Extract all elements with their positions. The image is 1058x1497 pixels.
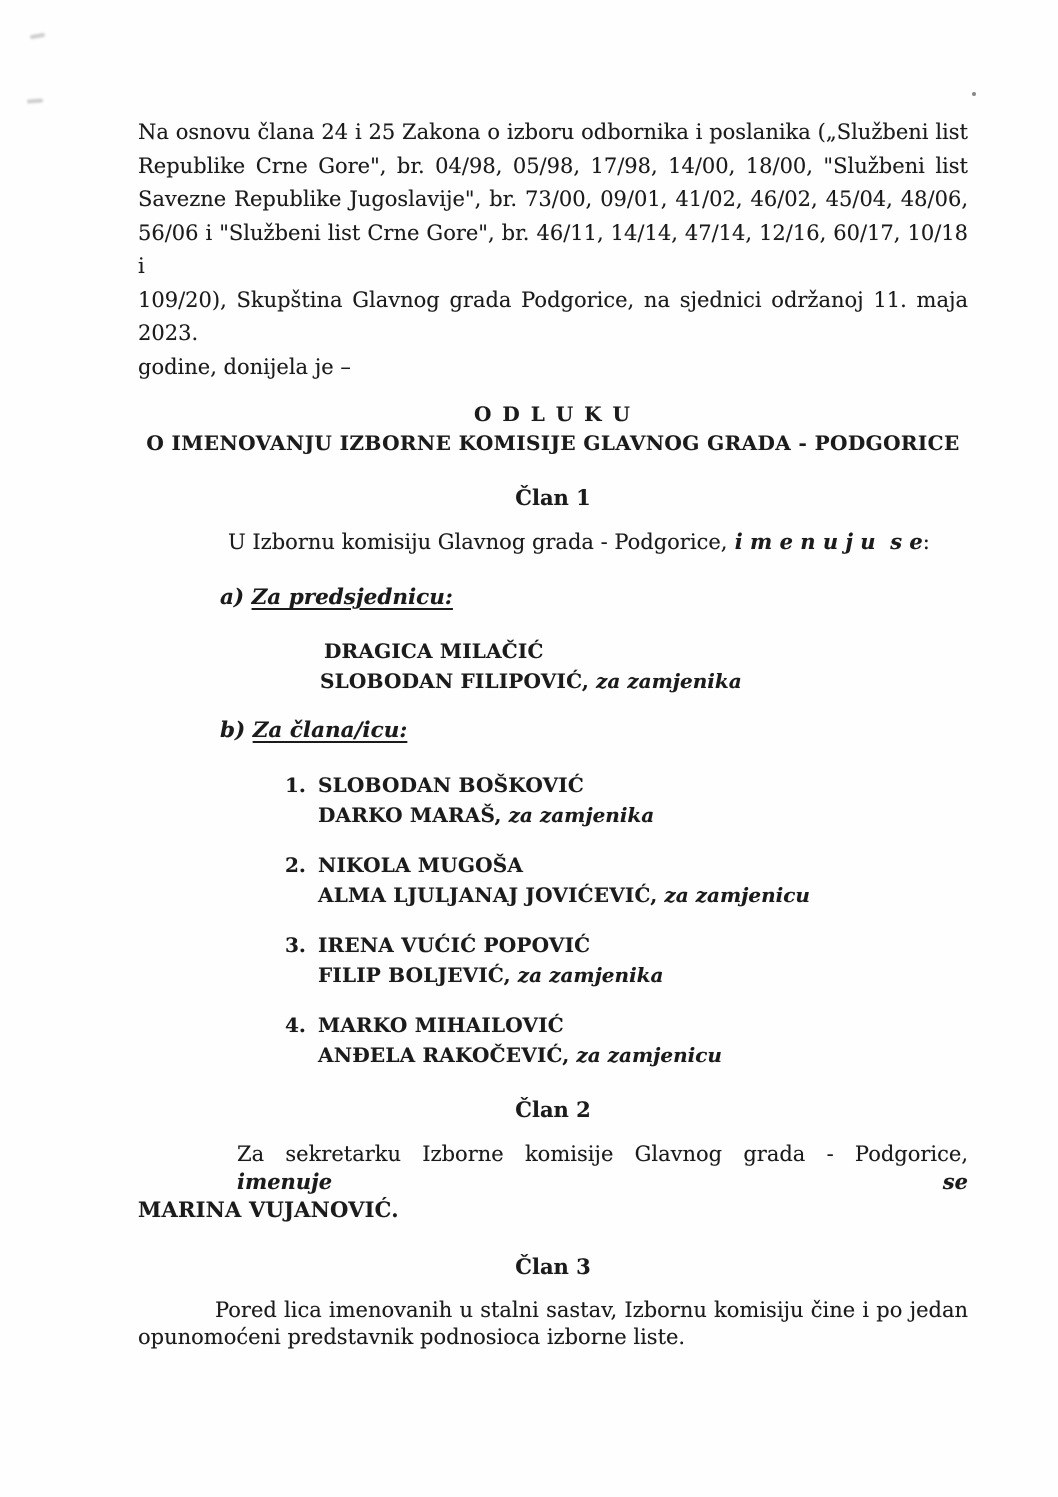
member-name: MARKO MIHAILOVIĆ [318,1013,564,1037]
preamble-line: godine, donijela je – [138,354,351,379]
preamble-line: Savezne Republike Jugoslavije", br. 73/00, 09/01, 41/02, 46/02, 45/04, 48/06, [138,187,968,211]
article-2-heading: Član 2 [515,1097,591,1122]
article-3-line: Pored lica imenovanih u stalni sastav, Izbornu komisiju čine i po jedan [215,1298,968,1322]
scan-artifact-dot [972,92,976,96]
preamble-line: 109/20), Skupština Glavnog grada Podgorice, na sjednici održanoj 11. maja 2023. [138,287,968,345]
preamble-line: Republike Crne Gore", br. 04/98, 05/98, 17/98, 14/00, 18/00, "Službeni list [138,153,968,178]
member-name: NIKOLA MUGOŠA [318,853,524,877]
article-1-intro [138,527,968,557]
member-number: 1. [285,773,306,797]
member-deputy-name: FILIP BOLJEVIĆ, [318,963,511,987]
item-a-line [138,583,968,613]
article-1-intro-emphasis: i m e n u j u s e [727,529,923,554]
article-3-paragraph [138,1297,968,1351]
president-deputy-name: SLOBODAN FILIPOVIĆ, [320,669,590,693]
secretary-name: MARINA VUJANOVIĆ. [138,1197,399,1222]
item-a-heading: Za predsjednicu: [251,585,453,610]
item-b-heading: Za člana/icu: [252,718,408,743]
preamble-line: Na osnovu člana 24 i 25 Zakona o izboru odbornika i poslanika („Službeni list [138,120,968,144]
member-number: 4. [285,1013,306,1037]
member-item [138,770,968,830]
member-deputy-role: za zamjenicu [569,1043,722,1067]
decision-subtitle: O IMENOVANJU IZBORNE KOMISIJE GLAVNOG GRADA - PODGORICE [146,431,960,455]
member-deputy-name: ALMA LJULJANAJ JOVIĆEVIĆ, [318,883,658,907]
member-number: 3. [285,933,306,957]
member-item [138,1010,968,1070]
item-b-line [138,716,968,746]
item-a-label: a) [220,585,245,610]
president-block [138,636,968,696]
member-item [138,850,968,910]
article-3-line: opunomoćeni predstavnik podnosioca izborne liste. [138,1325,686,1349]
decision-title-block [138,400,968,458]
article-1-intro-text: U Izbornu komisiju Glavnog grada - Podgorice, [228,530,728,554]
member-deputy-role: za zamjenicu [657,883,810,907]
preamble-line: 56/06 i "Službeni list Crne Gore", br. 46/11, 14/14, 47/14, 12/16, 60/17, 10/18 i [138,220,968,278]
member-deputy-role: za zamjenika [510,963,664,987]
decision-title: O D L U K U [474,402,632,426]
president-deputy-role: za zamjenika [589,669,742,693]
member-deputy-role: za zamjenika [501,803,655,827]
member-name: IRENA VUĆIĆ POPOVIĆ [318,933,591,957]
article-1-intro-colon: : [922,530,930,554]
member-deputy-name: ANĐELA RAKOČEVIĆ, [318,1043,570,1067]
member-item [138,930,968,990]
president-name: DRAGICA MILAČIĆ [324,639,544,663]
article-2-emphasis: imenuje se [237,1169,968,1194]
item-b-label: b) [220,718,246,743]
article-2-paragraph [138,1140,968,1224]
member-number: 2. [285,853,306,877]
article-3-heading: Član 3 [515,1254,591,1279]
member-name: SLOBODAN BOŠKOVIĆ [318,773,584,797]
article-1-heading: Član 1 [515,485,591,510]
member-deputy-name: DARKO MARAŠ, [318,803,502,827]
members-list [138,770,968,1070]
scan-artifact-top-left-2 [27,98,43,103]
preamble-paragraph [138,116,968,384]
article-2-text: Za sekretarku Izborne komisije Glavnog grada - Podgorice, [237,1142,968,1166]
document-content [138,116,968,1351]
scan-artifact-top-left-1 [30,33,45,40]
